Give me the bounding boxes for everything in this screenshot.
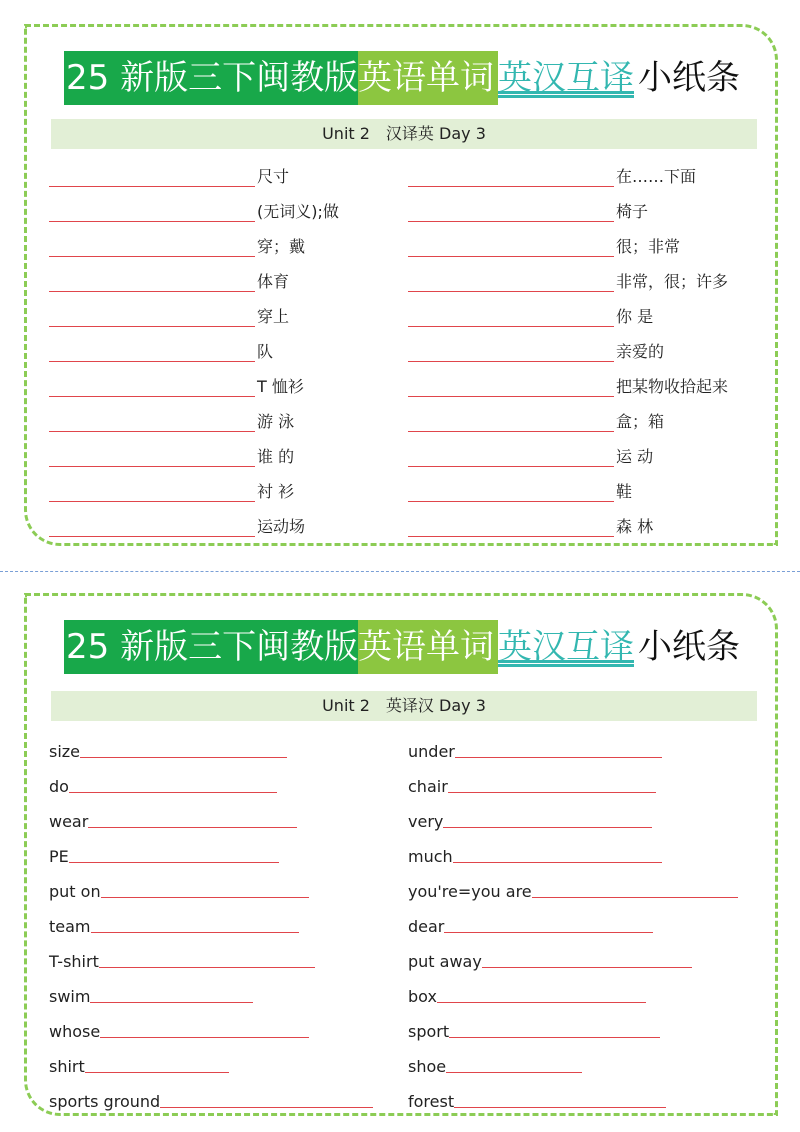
english-word: sport [408,1019,660,1045]
title-part-3: 英汉互译 [498,627,634,667]
answer-blank[interactable] [408,269,614,292]
title-part-4: 小纸条 [638,58,740,98]
answer-blank[interactable] [448,774,656,793]
vocab-row [49,984,389,1010]
vocab-row [408,409,748,435]
chinese-meaning: 谁 的 [257,447,295,466]
chinese-meaning: 森 林 [616,517,654,536]
chinese-meaning: T 恤衫 [257,377,304,396]
answer-blank[interactable] [69,774,277,793]
english-word: T-shirt [49,949,315,975]
answer-blank[interactable] [49,269,255,292]
answer-blank[interactable] [444,914,653,933]
title-part-1: 25 新版三下闽教版 [64,620,358,674]
answer-blank[interactable] [454,1089,666,1108]
title-part-2: 英语单词 [358,620,498,674]
cut-line [0,571,800,572]
answer-blank[interactable] [437,984,646,1003]
english-word: PE [49,844,279,870]
chinese-meaning: 把某物收拾起来 [616,377,729,396]
vocab-row [408,479,748,505]
answer-blank[interactable] [100,1019,309,1038]
chinese-meaning: 运 动 [616,447,654,466]
vocab-row [408,1089,748,1115]
chinese-meaning: 在……下面 [616,167,697,186]
answer-blank[interactable] [449,1019,660,1038]
vocab-row [49,269,389,295]
vocab-row [408,304,748,330]
answer-blank[interactable] [408,444,614,467]
answer-blank[interactable] [49,514,255,537]
vocab-row [408,879,748,905]
answer-blank[interactable] [455,739,662,758]
vocab-row [49,914,389,940]
vocab-row [408,914,748,940]
english-word: very [408,809,652,835]
chinese-meaning: 非常，很；许多 [616,272,729,291]
vocab-row [49,949,389,975]
answer-blank[interactable] [408,304,614,327]
english-word: under [408,739,662,765]
english-word: shoe [408,1054,582,1080]
answer-blank[interactable] [408,234,614,257]
answer-blank[interactable] [446,1054,582,1073]
worksheet-card-zh-to-en [24,24,778,546]
vocab-row [408,774,748,800]
chinese-meaning: 亲爱的 [616,342,665,361]
english-word: dear [408,914,653,940]
vocab-row [408,844,748,870]
answer-blank[interactable] [408,409,614,432]
vocab-row [49,514,389,540]
answer-blank[interactable] [85,1054,229,1073]
english-word: whose [49,1019,309,1045]
vocab-row [408,339,748,365]
answer-blank[interactable] [49,164,255,187]
answer-blank[interactable] [408,374,614,397]
answer-blank[interactable] [101,879,309,898]
vocab-row [49,234,389,260]
answer-blank[interactable] [99,949,315,968]
section-subtitle: Unit 2 汉译英 Day 3 [51,119,757,149]
vocab-row [49,1054,389,1080]
english-word: team [49,914,299,940]
vocab-row [49,444,389,470]
card-title [64,620,748,674]
vocab-row [49,844,389,870]
chinese-meaning: 尺寸 [257,167,290,186]
english-word: sports ground [49,1089,373,1115]
vocab-row [49,739,389,765]
vocab-row [49,304,389,330]
vocab-row [408,984,748,1010]
english-word: box [408,984,646,1010]
title-part-4: 小纸条 [638,627,740,667]
title-part-3: 英汉互译 [498,58,634,98]
chinese-meaning: (无词义);做 [257,202,339,221]
chinese-meaning: 穿；戴 [257,237,306,256]
english-word: swim [49,984,253,1010]
chinese-meaning: 穿上 [257,307,290,326]
card-title [64,51,748,105]
vocab-row [49,1089,389,1115]
english-word: put away [408,949,692,975]
vocab-row [408,1054,748,1080]
vocab-row [49,479,389,505]
english-word: do [49,774,277,800]
vocab-row [408,514,748,540]
english-word: forest [408,1089,666,1115]
chinese-meaning: 很；非常 [616,237,681,256]
title-part-1: 25 新版三下闽教版 [64,51,358,105]
answer-blank[interactable] [49,304,255,327]
chinese-meaning: 衬 衫 [257,482,295,501]
answer-blank[interactable] [49,339,255,362]
vocab-row [408,739,748,765]
answer-blank[interactable] [408,164,614,187]
answer-blank[interactable] [443,809,652,828]
vocab-row [49,409,389,435]
worksheet-card-en-to-zh [24,593,778,1116]
vocab-row [49,809,389,835]
chinese-meaning: 体育 [257,272,290,291]
english-word: chair [408,774,656,800]
answer-blank[interactable] [408,479,614,502]
chinese-meaning: 你 是 [616,307,654,326]
vocab-row [408,949,748,975]
answer-blank[interactable] [49,409,255,432]
english-word: shirt [49,1054,229,1080]
answer-blank[interactable] [88,809,297,828]
vocab-row [49,374,389,400]
vocab-row [49,199,389,225]
vocab-row [408,199,748,225]
answer-blank[interactable] [408,514,614,537]
chinese-meaning: 鞋 [616,482,633,501]
english-word: you're=you are [408,879,738,905]
answer-blank[interactable] [91,914,299,933]
section-subtitle: Unit 2 英译汉 Day 3 [51,691,757,721]
answer-blank[interactable] [69,844,279,863]
vocab-row [49,879,389,905]
answer-blank[interactable] [408,339,614,362]
answer-blank[interactable] [49,374,255,397]
vocab-row [408,374,748,400]
vocab-row [408,234,748,260]
vocab-row [408,809,748,835]
answer-blank[interactable] [160,1089,373,1108]
english-word: much [408,844,662,870]
chinese-meaning: 椅子 [616,202,649,221]
vocab-row [49,774,389,800]
english-word: wear [49,809,297,835]
chinese-meaning: 盒；箱 [616,412,665,431]
answer-blank[interactable] [90,984,253,1003]
english-word: size [49,739,287,765]
answer-blank[interactable] [49,199,255,222]
answer-blank[interactable] [49,444,255,467]
vocab-row [408,444,748,470]
answer-blank[interactable] [80,739,287,758]
vocab-row [49,164,389,190]
vocab-row [49,1019,389,1045]
vocab-row [408,1019,748,1045]
title-part-2: 英语单词 [358,51,498,105]
answer-blank[interactable] [408,199,614,222]
chinese-meaning: 队 [257,342,274,361]
vocab-row [408,164,748,190]
chinese-meaning: 游 泳 [257,412,295,431]
chinese-meaning: 运动场 [257,517,306,536]
answer-blank[interactable] [49,479,255,502]
vocab-row [408,269,748,295]
answer-blank[interactable] [532,879,738,898]
english-word: put on [49,879,309,905]
vocab-row [49,339,389,365]
answer-blank[interactable] [49,234,255,257]
answer-blank[interactable] [482,949,692,968]
answer-blank[interactable] [453,844,662,863]
